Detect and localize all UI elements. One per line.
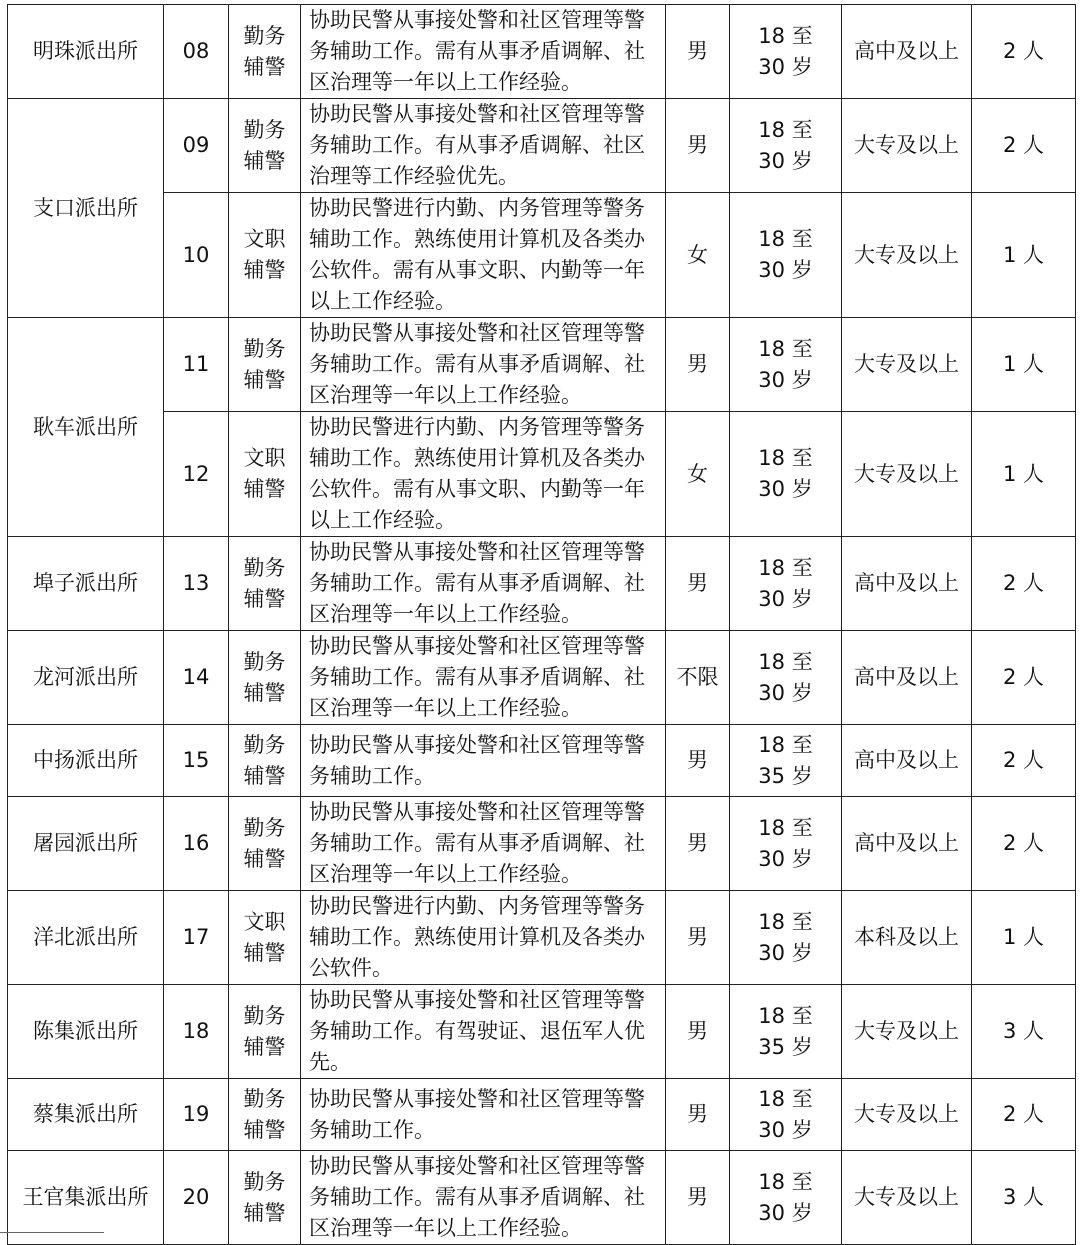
unit-cell: 支口派出所 <box>8 99 164 318</box>
duty-description-cell: 协助民警从事接处警和社区管理等警务辅助工作。 <box>301 725 666 797</box>
age-range-cell: 18 至 30 岁 <box>730 318 842 412</box>
headcount-cell: 3 人 <box>972 985 1076 1079</box>
education-cell: 大专及以上 <box>842 412 972 537</box>
age-range-cell: 18 至 30 岁 <box>730 797 842 891</box>
gender-cell: 男 <box>666 797 730 891</box>
duty-description-cell: 协助民警从事接处警和社区管理等警务辅助工作。需有从事矛盾调解、社区治理等一年以上工作经验。 <box>301 631 666 725</box>
recruitment-table <box>7 4 1076 1245</box>
code-cell: 11 <box>164 318 229 412</box>
age-range-cell: 18 至 30 岁 <box>730 537 842 631</box>
duty-description-cell: 协助民警从事接处警和社区管理等警务辅助工作。 <box>301 1079 666 1151</box>
unit-cell: 王官集派出所 <box>8 1151 164 1245</box>
table-body <box>8 5 1076 1245</box>
headcount-cell: 1 人 <box>972 318 1076 412</box>
headcount-cell: 2 人 <box>972 631 1076 725</box>
age-range-cell: 18 至 30 岁 <box>730 631 842 725</box>
code-cell: 15 <box>164 725 229 797</box>
headcount-cell: 3 人 <box>972 1151 1076 1245</box>
duty-description-cell: 协助民警从事接处警和社区管理等警务辅助工作。需有从事矛盾调解、社区治理等一年以上工作经验。 <box>301 1151 666 1245</box>
age-range-cell: 18 至 30 岁 <box>730 1151 842 1245</box>
position-type-cell: 文职辅警 <box>229 891 301 985</box>
headcount-cell: 1 人 <box>972 193 1076 318</box>
position-type-cell: 勤务辅警 <box>229 985 301 1079</box>
duty-description-cell: 协助民警进行内勤、内务管理等警务辅助工作。熟练使用计算机及各类办公软件。 <box>301 891 666 985</box>
age-range-cell: 18 至 30 岁 <box>730 891 842 985</box>
gender-cell: 男 <box>666 725 730 797</box>
education-cell: 高中及以上 <box>842 5 972 99</box>
education-cell: 大专及以上 <box>842 1079 972 1151</box>
position-type-cell: 文职辅警 <box>229 193 301 318</box>
code-cell: 10 <box>164 193 229 318</box>
age-range-cell: 18 至 30 岁 <box>730 193 842 318</box>
table-row <box>8 412 1076 537</box>
unit-cell: 明珠派出所 <box>8 5 164 99</box>
education-cell: 高中及以上 <box>842 631 972 725</box>
education-cell: 大专及以上 <box>842 193 972 318</box>
education-cell: 本科及以上 <box>842 891 972 985</box>
table-row <box>8 99 1076 193</box>
code-cell: 09 <box>164 99 229 193</box>
gender-cell: 男 <box>666 985 730 1079</box>
gender-cell: 不限 <box>666 631 730 725</box>
age-range-cell: 18 至 35 岁 <box>730 725 842 797</box>
age-range-cell: 18 至 30 岁 <box>730 99 842 193</box>
unit-cell: 中扬派出所 <box>8 725 164 797</box>
unit-cell: 屠园派出所 <box>8 797 164 891</box>
table-row <box>8 985 1076 1079</box>
gender-cell: 男 <box>666 537 730 631</box>
gender-cell: 女 <box>666 193 730 318</box>
gender-cell: 男 <box>666 318 730 412</box>
education-cell: 大专及以上 <box>842 318 972 412</box>
gender-cell: 男 <box>666 1079 730 1151</box>
code-cell: 13 <box>164 537 229 631</box>
unit-cell: 埠子派出所 <box>8 537 164 631</box>
position-type-cell: 勤务辅警 <box>229 1079 301 1151</box>
headcount-cell: 1 人 <box>972 891 1076 985</box>
code-cell: 12 <box>164 412 229 537</box>
age-range-cell: 18 至 30 岁 <box>730 412 842 537</box>
position-type-cell: 勤务辅警 <box>229 631 301 725</box>
code-cell: 16 <box>164 797 229 891</box>
code-cell: 18 <box>164 985 229 1079</box>
headcount-cell: 2 人 <box>972 99 1076 193</box>
table-row <box>8 318 1076 412</box>
table-row <box>8 193 1076 318</box>
table-row <box>8 725 1076 797</box>
position-type-cell: 勤务辅警 <box>229 99 301 193</box>
duty-description-cell: 协助民警从事接处警和社区管理等警务辅助工作。有从事矛盾调解、社区治理等工作经验优先。 <box>301 99 666 193</box>
table-row <box>8 537 1076 631</box>
duty-description-cell: 协助民警从事接处警和社区管理等警务辅助工作。需有从事矛盾调解、社区治理等一年以上工作经验。 <box>301 797 666 891</box>
headcount-cell: 1 人 <box>972 412 1076 537</box>
table-row <box>8 5 1076 99</box>
duty-description-cell: 协助民警从事接处警和社区管理等警务辅助工作。有驾驶证、退伍军人优先。 <box>301 985 666 1079</box>
gender-cell: 男 <box>666 99 730 193</box>
headcount-cell: 2 人 <box>972 5 1076 99</box>
age-range-cell: 18 至 35 岁 <box>730 985 842 1079</box>
age-range-cell: 18 至 30 岁 <box>730 5 842 99</box>
code-cell: 08 <box>164 5 229 99</box>
education-cell: 大专及以上 <box>842 1151 972 1245</box>
education-cell: 大专及以上 <box>842 985 972 1079</box>
code-cell: 17 <box>164 891 229 985</box>
unit-cell: 洋北派出所 <box>8 891 164 985</box>
unit-cell: 耿车派出所 <box>8 318 164 537</box>
gender-cell: 男 <box>666 891 730 985</box>
code-cell: 19 <box>164 1079 229 1151</box>
position-type-cell: 勤务辅警 <box>229 318 301 412</box>
position-type-cell: 文职辅警 <box>229 412 301 537</box>
table-row <box>8 797 1076 891</box>
duty-description-cell: 协助民警进行内勤、内务管理等警务辅助工作。熟练使用计算机及各类办公软件。需有从事文职、内勤等一年以上工作经验。 <box>301 193 666 318</box>
table-row <box>8 631 1076 725</box>
position-type-cell: 勤务辅警 <box>229 537 301 631</box>
code-cell: 14 <box>164 631 229 725</box>
headcount-cell: 2 人 <box>972 797 1076 891</box>
education-cell: 高中及以上 <box>842 797 972 891</box>
duty-description-cell: 协助民警进行内勤、内务管理等警务辅助工作。熟练使用计算机及各类办公软件。需有从事文职、内勤等一年以上工作经验。 <box>301 412 666 537</box>
headcount-cell: 2 人 <box>972 537 1076 631</box>
position-type-cell: 勤务辅警 <box>229 725 301 797</box>
position-type-cell: 勤务辅警 <box>229 797 301 891</box>
duty-description-cell: 协助民警从事接处警和社区管理等警务辅助工作。需有从事矛盾调解、社区治理等一年以上工作经验。 <box>301 537 666 631</box>
table-row <box>8 891 1076 985</box>
duty-description-cell: 协助民警从事接处警和社区管理等警务辅助工作。需有从事矛盾调解、社区治理等一年以上工作经验。 <box>301 5 666 99</box>
unit-cell: 蔡集派出所 <box>8 1079 164 1151</box>
table-row <box>8 1151 1076 1245</box>
unit-cell: 龙河派出所 <box>8 631 164 725</box>
education-cell: 高中及以上 <box>842 725 972 797</box>
unit-cell: 陈集派出所 <box>8 985 164 1079</box>
duty-description-cell: 协助民警从事接处警和社区管理等警务辅助工作。需有从事矛盾调解、社区治理等一年以上工作经验。 <box>301 318 666 412</box>
position-type-cell: 勤务辅警 <box>229 1151 301 1245</box>
education-cell: 高中及以上 <box>842 537 972 631</box>
gender-cell: 男 <box>666 5 730 99</box>
gender-cell: 男 <box>666 1151 730 1245</box>
page-edge-mark <box>0 1232 104 1239</box>
position-type-cell: 勤务辅警 <box>229 5 301 99</box>
headcount-cell: 2 人 <box>972 1079 1076 1151</box>
age-range-cell: 18 至 30 岁 <box>730 1079 842 1151</box>
code-cell: 20 <box>164 1151 229 1245</box>
table-row <box>8 1079 1076 1151</box>
headcount-cell: 2 人 <box>972 725 1076 797</box>
education-cell: 大专及以上 <box>842 99 972 193</box>
gender-cell: 女 <box>666 412 730 537</box>
